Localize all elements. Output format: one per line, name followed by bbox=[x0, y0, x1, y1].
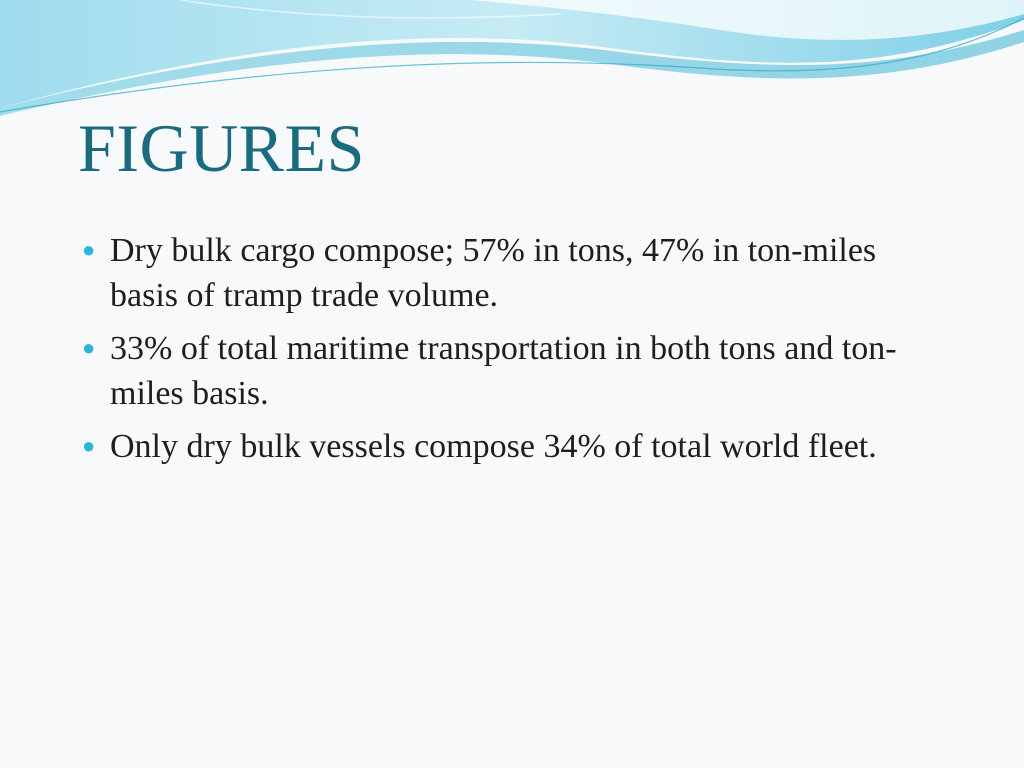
bullet-text: 33% of total maritime transportation in both tons and ton-miles basis. bbox=[110, 330, 897, 412]
bullet-item bbox=[80, 228, 940, 318]
bullet-dot-icon: ● bbox=[82, 335, 96, 360]
bullet-dot-icon: ● bbox=[82, 433, 96, 458]
bullet-text: Only dry bulk vessels compose 34% of total world fleet. bbox=[110, 428, 877, 465]
slide-title: FIGURES bbox=[78, 110, 365, 186]
bullet-item bbox=[80, 326, 940, 416]
bullet-item bbox=[80, 424, 940, 469]
bullet-text: Dry bulk cargo compose; 57% in tons, 47% in ton-miles basis of tramp trade volume. bbox=[110, 232, 877, 314]
bullet-list bbox=[80, 228, 940, 477]
bullet-dot-icon: ● bbox=[82, 237, 96, 262]
wave-decoration bbox=[0, 0, 1024, 120]
